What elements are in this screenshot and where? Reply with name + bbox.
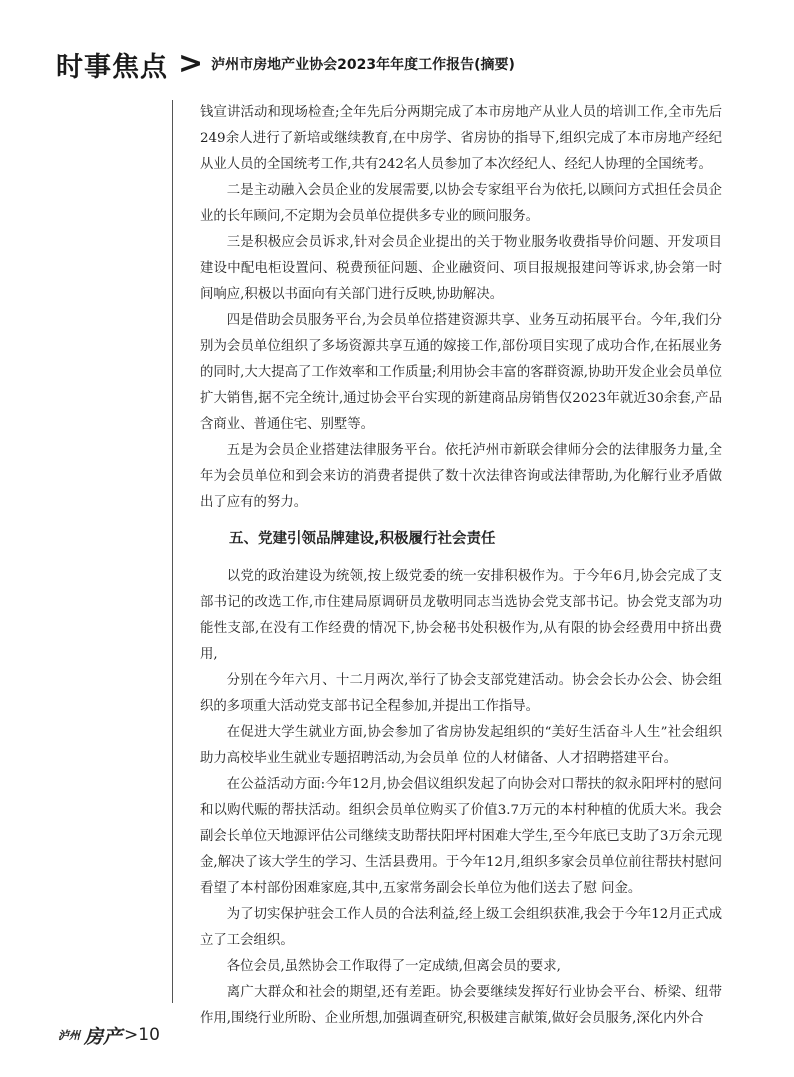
paragraph: 在公益活动方面:今年12月,协会倡议组织发起了向协会对口帮扶的叙永阳坪村的慰问和以购代赈的帮扶活动。组织会员单位购买了价值3.7万元的本村种植的优质大米。我会副会长单位天地源评估公司继续支助帮扶阳坪村困难大学生,至今年底已支助了3万余元现金,解决了该大学生的学习、生活县费用。于今年12月,组织多家会员单位前往帮扶村慰问看望了本村部份困难家庭,其中,五家常务副会长单位为他们送去了慰 问金。 — [200, 777, 722, 896]
paragraph: 各位会员,虽然协会工作取得了一定成绩,但离会员的要求, — [226, 959, 561, 974]
page-number: >10 — [124, 1025, 160, 1045]
section-heading: 五、党建引领品牌建设,积极履行社会责任 — [229, 531, 496, 547]
magazine-logo: 房产 — [84, 1025, 123, 1048]
paragraph: 为了切实保护驻会工作人员的合法利益,经上级工会组织获准,我会于今年12月正式成立了工会组织。 — [200, 907, 722, 948]
article-body — [200, 100, 722, 1032]
margin-divider — [172, 100, 173, 1003]
report-title: 泸州市房地产业协会2023年年度工作报告(摘要) — [211, 57, 515, 73]
paragraph: 五是为会员企业搭建法律服务平台。依托泸州市新联会律师分会的法律服务力量,全年为会员单位和到会来访的消费者提供了数十次法律咨询或法律帮助,为化解行业矛盾做出了应有的努力。 — [200, 443, 722, 510]
paragraph: 以党的政治建设为统领,按上级党委的统一安排积极作为。于今年6月,协会完成了支部书记的改选工作,市住建局原调研员龙敬明同志当选协会党支部书记。协会党支部为功能性支部,在没有工作经费的情况下,协会秘书处积极作为,从有限的协会经费用中挤出费用, — [200, 569, 722, 662]
paragraph: 三是积极应会员诉求,针对会员企业提出的关于物业服务收费指导价问题、开发项目建设中配电柜设置问、税费预征问题、企业融资问、项目报规报建问等诉求,协会第一时间响应,积极以书面向有关部门进行反映,协助解决。 — [200, 235, 722, 302]
section-name: 时事焦点 — [56, 51, 168, 83]
paragraph: 二是主动融入会员企业的发展需要,以协会专家组平台为依托,以顾问方式担任会员企业的长年顾问,不定期为会员单位提供多专业的顾问服务。 — [200, 183, 722, 224]
paragraph: 在促进大学生就业方面,协会参加了省房协发起组织的“美好生活奋斗人生”社会组织助力高校毕业生就业专题招聘活动,为会员单 位的人材储备、人才招聘搭建平台。 — [200, 725, 722, 766]
paragraph: 钱宣讲活动和现场检查;全年先后分两期完成了本市房地产从业人员的培训工作,全市先后249余人进行了新培或继续教育,在中房学、省房协的指导下,组织完成了本市房地产经纪从业人员的全国统考工作,共有242名人员参加了本次经纪人、经纪人协理的全国统考。 — [200, 105, 722, 172]
paragraph: 离广大群众和社会的期望,还有差距。协会要继续发挥好行业协会平台、桥梁、纽带作用,围绕行业所盼、企业所想,加强调查研究,积极建言献策,做好会员服务,深化内外合 — [200, 985, 722, 1026]
paragraph: 四是借助会员服务平台,为会员单位搭建资源共享、业务互动拓展平台。今年,我们分别为会员单位组织了多场资源共享互通的嫁接工作,部份项目实现了成功合作,在拓展业务的同时,大大提高了工作效率和工作质量;利用协会丰富的客群资源,协助开发企业会员单位扩大销售,据不完全统计,通过协会平台实现的新建商品房销售仅2023年就近30余套,产品含商业、普通住宅、别墅等。 — [200, 313, 722, 432]
chevron-right-icon: > — [178, 46, 204, 81]
magazine-logo-small: 泸州 — [58, 1029, 80, 1042]
page-footer — [58, 1020, 160, 1050]
page-header — [56, 44, 756, 84]
paragraph: 分别在今年六月、十二月两次,举行了协会支部党建活动。协会会长办公会、协会组织的多项重大活动党支部书记全程参加,并提出工作指导。 — [200, 673, 722, 714]
